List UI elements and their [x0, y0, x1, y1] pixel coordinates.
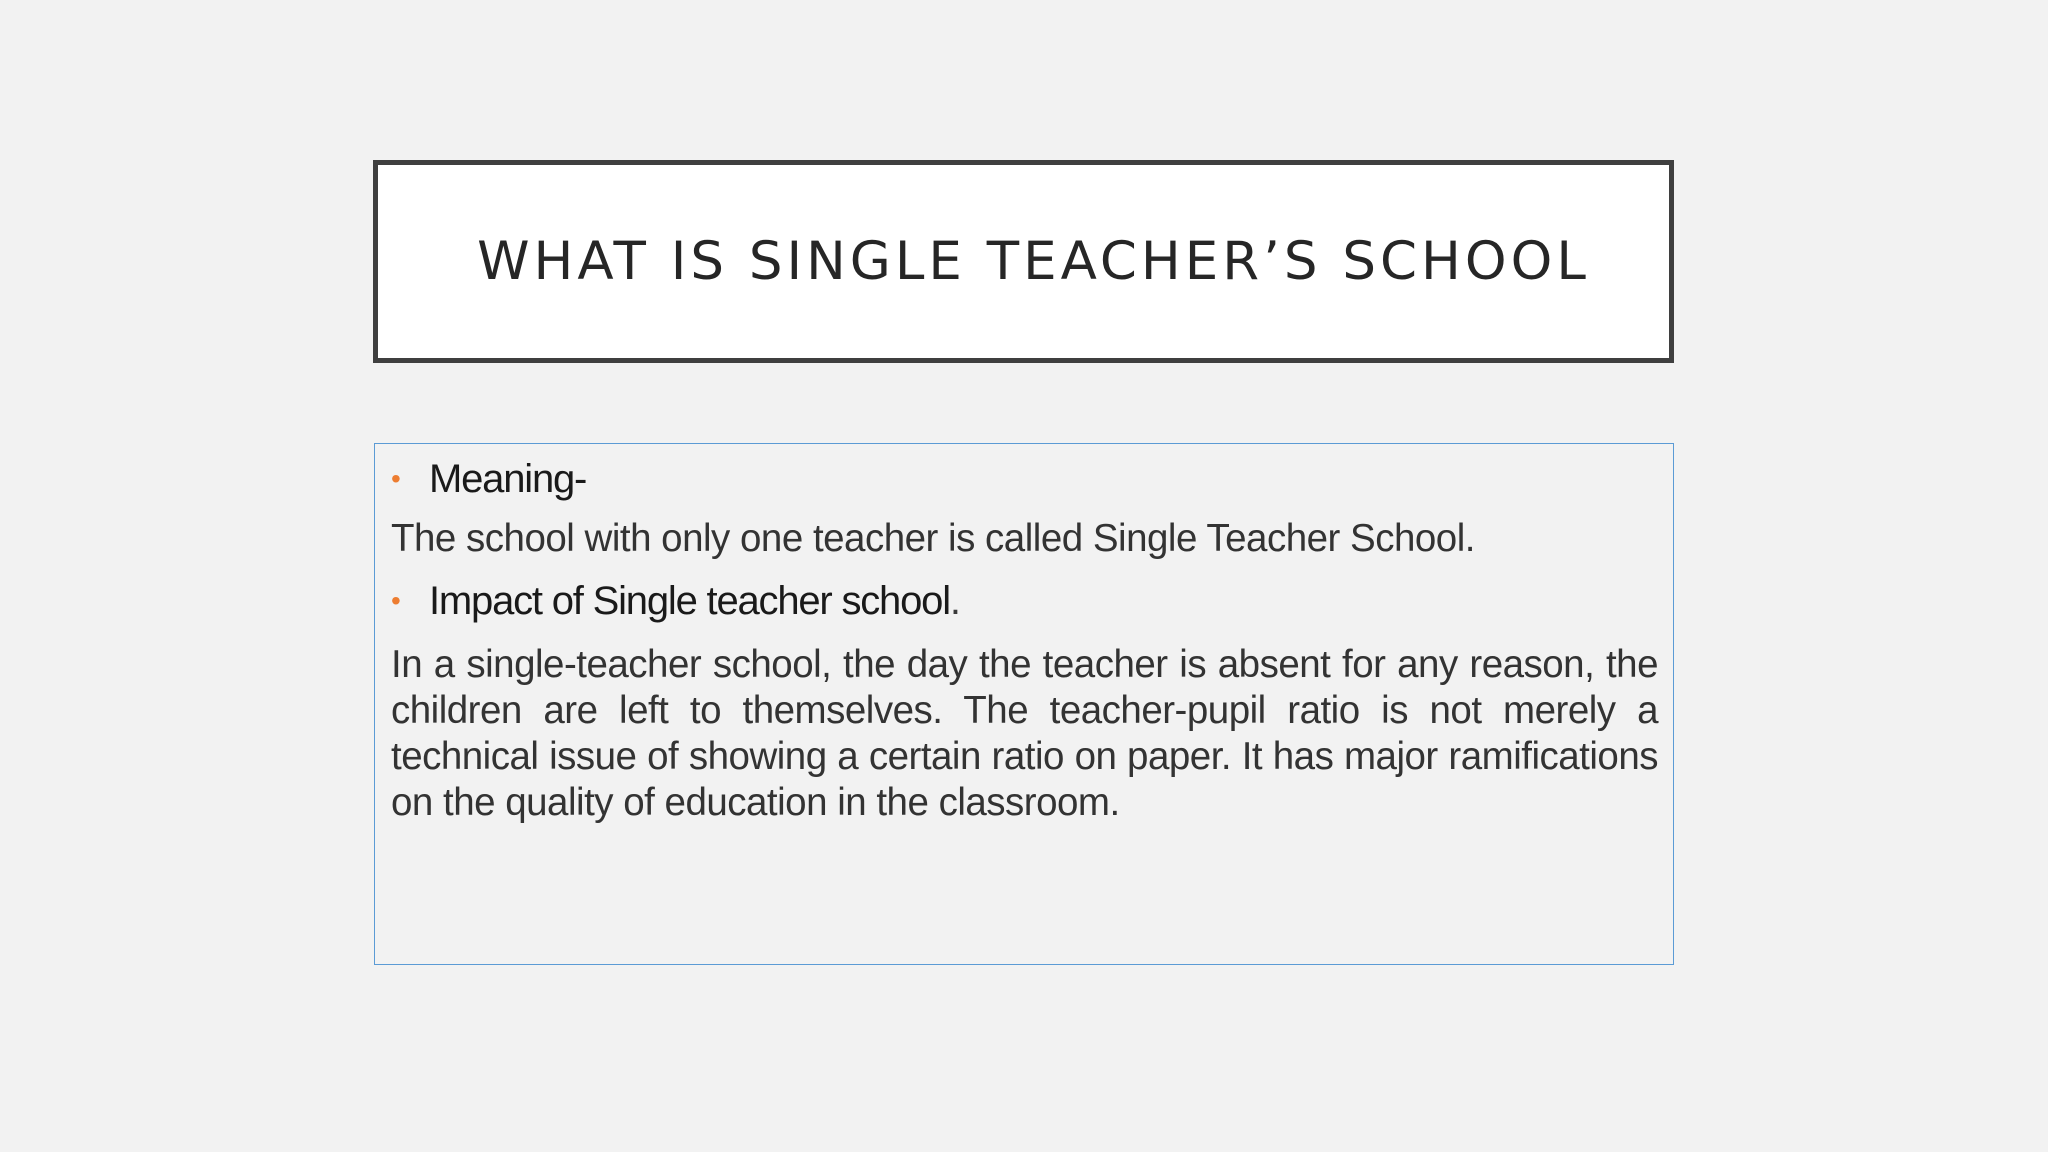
slide-title: WHAT IS SINGLE TEACHER’S SCHOOL [477, 231, 1590, 292]
paragraph-impact: In a single-teacher school, the day the teacher is absent for any reason, the children are left to themselves. The teacher-pupil ratio is not merely a technical issue of showing a certain ratio on paper. It has major ramifications on the quality of education in the classroom. [391, 643, 1658, 824]
bullet-label-impact [429, 574, 960, 628]
title-box [373, 160, 1674, 363]
bullet-item-impact [391, 574, 1658, 628]
bullet-icon: • [391, 585, 401, 616]
bullet-item-meaning [391, 452, 1658, 506]
bullet-label-meaning: Meaning- [429, 457, 587, 501]
bullet-label-impact-text: Impact of Single teacher school [429, 579, 950, 623]
paragraph-meaning: The school with only one teacher is called Single Teacher School. [391, 517, 1475, 560]
content-box[interactable] [374, 443, 1674, 965]
bullet-icon: • [391, 463, 401, 494]
bullet-label-impact-period: . [949, 579, 960, 623]
